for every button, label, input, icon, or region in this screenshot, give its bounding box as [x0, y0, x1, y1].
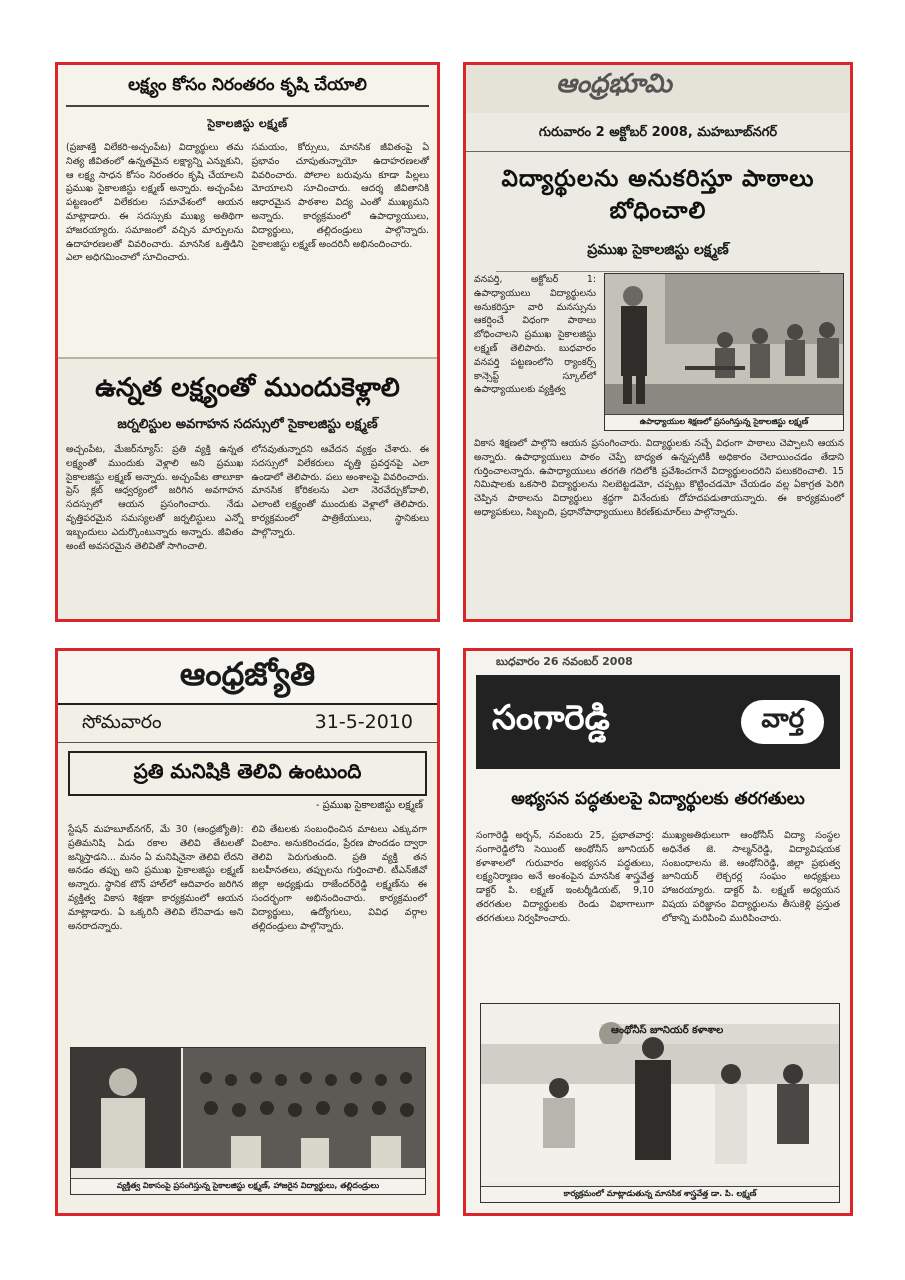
subheadline-journalists-seminar: జర్నలిస్టుల అవగాహన సదస్సులో సైకాలజిస్టు లక్ష్మణ్ [117, 417, 378, 432]
masthead-title: సంగారెడ్డి [492, 698, 610, 738]
photo-audience [70, 1047, 426, 1195]
dateline: గురువారం 2 అక్టోబర్ 2008, మహబూబ్‌నగర్ [466, 113, 850, 152]
article-column: (ప్రజాశక్తి విలేకరి-అచ్చంపేట) విద్యార్థులు తమ నిత్య జీవితంలో ఉన్నతమైన లక్ష్యాన్ని ఎన్నుకుని, ఆ లక్ష్య సాధన కోసం నిరంతరం కృషి చేయాలని ప్రముఖ సైకాలజిస్టు లక్ష్మణ్ అన్నారు. అచ్చంపేట పట్టణంలో విలేకరుల సమావేశంలో ఆయన మాట్లాడారు. ఈ సదస్సుకు ముఖ్య అతిథిగా హాజరయ్యారు. సమాజంలో వచ్చిన మార్పులను ఉదాహరణలతో వివరించారు. మానసిక ఒత్తిడిని ఎలా అధిగమించాలో సూచించారు. [66, 142, 244, 264]
article-columns [66, 443, 429, 553]
article-column: ముఖ్యఅతిథులుగా ఆంథోనీస్ విద్యా సంస్థల అధినేత జె. సాల్మన్‌రెడ్డి, విద్యావిషయక సంబంధాలను జె. ఆంథోనిరెడ్డి, జిల్లా ప్రభుత్వ జూనియర్ లెక్చరర్ల సంఘం అధ్యక్షులు హాజరయ్యారు. డాక్టర్ పి. లక్ష్మణ్ అధ్యయన విషయ పరిజ్ఞానం విద్యార్థులను తీసుకెళ్లి ప్రస్తుత లోకాన్ని మరిపించి మురిపించారు. [662, 830, 840, 924]
article-columns [466, 829, 850, 926]
article-body [474, 273, 844, 617]
masthead-andhrabhoomi: ఆంధ్రభూమి [466, 65, 850, 113]
headline-everyone-has-intelligence: ప్రతి మనిషికి తెలివి ఉంటుంది [68, 751, 427, 796]
headline-high-goal: ఉన్నత లక్ష్యంతో ముందుకెళ్లాలి [95, 373, 400, 403]
headline-learning-methods: అభ్యసన పద్ధతులపై విద్యార్థులకు తరగతులు [511, 789, 805, 809]
clipping-leadership-goal [55, 62, 440, 622]
headline-goal-effort: లక్ష్యం కోసం నిరంతరం కృషి చేయాలి [66, 71, 429, 107]
masthead-sangareddy-vaartha [476, 675, 840, 769]
clipping-andhrajyothi [55, 648, 440, 1216]
article-columns [66, 141, 429, 265]
photo-caption: వ్యక్తిత్వ వికాసంపై ప్రసంగిస్తున్న సైకాలజిస్టు లక్ష్మణ్, హాజరైన విద్యార్థులు, తల్లిదండ్రులు [71, 1178, 425, 1194]
article-column: లోనవుతున్నారని ఆవేదన వ్యక్తం చేశారు. ఈ సదస్సులో విలేకరులు వృత్తి ప్రవర్తనపై ఎలా ఉండాలో తెలిపారు. పలు అంశాలపై వివరించారు. మానసిక కోరికలను ఎలా నెరవేర్చుకోవాలి, ఎలాంటి లక్ష్యంతో ముందుకు వెళ్లాలో తెలిపారు. కార్యక్రమంలో పాత్రికేయులు, స్థానికులు పాల్గొన్నారు. [251, 444, 429, 538]
credit-line: - ప్రముఖ సైకాలజిస్టు లక్ష్మణ్ [315, 800, 423, 811]
article-column: అచ్చంపేట, మేజర్‌న్యూస్: ప్రతి వ్యక్తి ఉన్నత లక్ష్యంతో ముందుకు వెళ్లాలి అని ప్రముఖ సైకాలజిస్టు లక్ష్మణ్ అన్నారు. అచ్చంపేట తాలూకా ప్రెస్ క్లబ్ ఆధ్వర్యంలో జరిగిన అవగాహన సదస్సులో ఆయన ప్రసంగించారు. నేడు వృత్తిపరమైన సమస్యలతో జర్నలిస్టులు ఎన్నో ఇబ్బందులు ఎదుర్కొంటున్నారు అన్నారు. జీవితం అంటే అవసరమైన తెలివితో సాగించాలి. [66, 444, 244, 552]
byline-psychologist: సైకాలజిస్టు లక్ష్మణ్ [207, 117, 288, 130]
clipping-sangareddy-vaartha [463, 648, 853, 1216]
date-label: 31-5-2010 [314, 711, 413, 733]
photo-scene-icon [605, 274, 844, 414]
headline-teach-by-imitation: విద్యార్థులను అనుకరిస్తూ పాఠాలు బోధించాలి [501, 166, 815, 224]
banner-college-name: ఆంథోనీస్ జూనియర్ కళాశాల [611, 1025, 724, 1036]
date-row [58, 705, 437, 743]
subheadline-psychologist: ప్రముఖ సైకాలజిస్టు లక్ష్మణ్ [496, 238, 820, 272]
photo-event-stage [480, 1003, 840, 1203]
article-column: సంగారెడ్డి అర్బన్, నవంబరు 25, ప్రభాతవార్త: సంగారెడ్డిలోని సెయింట్ ఆంథోనీస్ జూనియర్ కళాశాలలో గురువారం అభ్యసన పద్ధతులు, లక్ష్యనిర్మాణం అనే అంశంపైన మానసిక శాస్త్రవేత్త డాక్టర్ పి. లక్ష్మణ్ ఇంటర్మీడియట్, 9,10 తరగతుల విద్యార్థులకు రెండు విభాగాలుగా తరగతులు నిర్వహించారు. [476, 830, 654, 924]
clipping-andhrabhoomi [463, 62, 853, 622]
article-body-text: వికాస శిక్షణలో పాల్గొని ఆయన ప్రసంగించారు. విద్యార్థులకు నచ్చే విధంగా పాఠాలు చెప్పాలని ఆయన అన్నారు. ఉపాధ్యాయులు పాఠం చెప్పే బాధ్యత ఉన్నప్పటికీ అధికారం చెలాయించడం తేడాని గుర్తించాలన్నారు. ఉపాధ్యాయులు తరగతి గదిలోకి ప్రవేశించగానే విద్యార్థులందరిని పలుకరించాలి. 15 నిమిషాలకు ఒకసారి విద్యార్థులను నిలబెట్టడమో, చప్పట్లు కొట్టించడమో చేయడం వల్ల ఏకాగ్రత పెరిగి చెప్పిన పాఠాలను విద్యార్థులు శ్రద్ధగా వినేందుకు దోహదపడుతాయన్నారు. ఈ కార్యక్రమంలో అధ్యాపకులు, సిబ్బంది, ప్రధానోపాధ్యాయులు కిరణ్‌కుమార్‌లు పాల్గొన్నారు. [474, 438, 844, 518]
photo-speech-scene-icon [71, 1048, 426, 1168]
article-column: స్టేషన్ మహబూబ్‌నగర్, మే 30 (ఆంధ్రజ్యోతి): ప్రతిమనిషి ఏడు రకాల తెలివి తేటలతో జన్మిస్తాడని... మనం ఏ మనిషినైనా తెలివి లేదని అనడం తప్పు అని ప్రముఖ సైకాలజిస్టు లక్ష్మణ్ అన్నారు. స్థానిక టౌన్ హాల్‌లో ఆదివారం జరిగిన వ్యక్తిత్వ వికాస శిక్షణా కార్యక్రమంలో ఆయన మాట్లాడారు. ఏ ఒక్కరినీ తెలివి లేనివాడు అని అనరాదన్నారు. [68, 824, 244, 932]
photo-caption: కార్యక్రమంలో మాట్లాడుతున్న మానసిక శాస్త్రవేత్త డా. పి. లక్ష్మణ్ [481, 1186, 839, 1202]
day-label: సోమవారం [82, 711, 162, 733]
article-columns [58, 823, 437, 933]
masthead-andhrajyothi: ఆంధ్రజ్యోతి [58, 651, 437, 705]
article-high-goal [58, 357, 437, 622]
photo-caption: ఉపాధ్యాయుల శిక్షణలో ప్రసంగిస్తున్న సైకాలజిస్టు లక్ష్మణ్ [605, 414, 843, 430]
article-goal-effort [58, 65, 437, 357]
photo-teacher-training [604, 273, 844, 431]
masthead-logo: వార్త [741, 700, 824, 744]
article-column: సమయం, కోర్సులు, మానసిక జీవితంపై ఏ ప్రభావం చూపుతున్నాయో ఉదాహరణలతో వివరించారు. పోలాల బరువును కూడా పిల్లలు మోయాలని సూచించారు. ఆదర్శ జీవితానికి ఆధారమైన పాఠశాల విద్య ఎంతో ముఖ్యమని అన్నారు. కార్యక్రమంలో ఉపాధ్యాయులు, విద్యార్థులు, తల్లిదండ్రులు పాల్గొన్నారు. సైకాలజిస్టు లక్ష్మణ్ అందరినీ అభినందించారు. [251, 142, 429, 250]
article-column: లివి తేటలకు సంబంధించిన మాటలు ఎక్కువగా వింటాం. అనుకరించడం, ప్రేరణ పొందడం ద్వారా తెలివి పెరుగుతుంది. ప్రతి వ్యక్తి తన బలహీనతలు, తప్పులను గుర్తించాలి. టీఎన్‌జీవో జిల్లా అధ్యక్షుడు రాజేందర్‌రెడ్డి లక్ష్మణ్‌ను ఈ సందర్భంగా అభినందించారు. కార్యక్రమంలో విద్యార్థులు, ఉద్యోగులు, వివిధ వర్గాల తల్లిదండ్రులు పాల్గొన్నారు. [251, 824, 427, 932]
date-strip: బుధవారం 26 నవంబర్ 2008 [496, 655, 633, 668]
article-intro: వనపర్తి, అక్టోబర్ 1: ఉపాధ్యాయులు విద్యార్థులను అనుకరిస్తూ వారి మనస్సును ఆకర్షించే విధంగా పాఠాలు బోధించాలని ప్రముఖ సైకాలజిస్టు లక్ష్మణ్ తెలిపారు. బుధవారం వనపర్తి పట్టణంలోని ర్యాంకర్స్ కాన్సెప్ట్ స్కూల్‌లో ఉపాధ్యాయులకు వ్యక్తిత్వ [474, 274, 596, 396]
